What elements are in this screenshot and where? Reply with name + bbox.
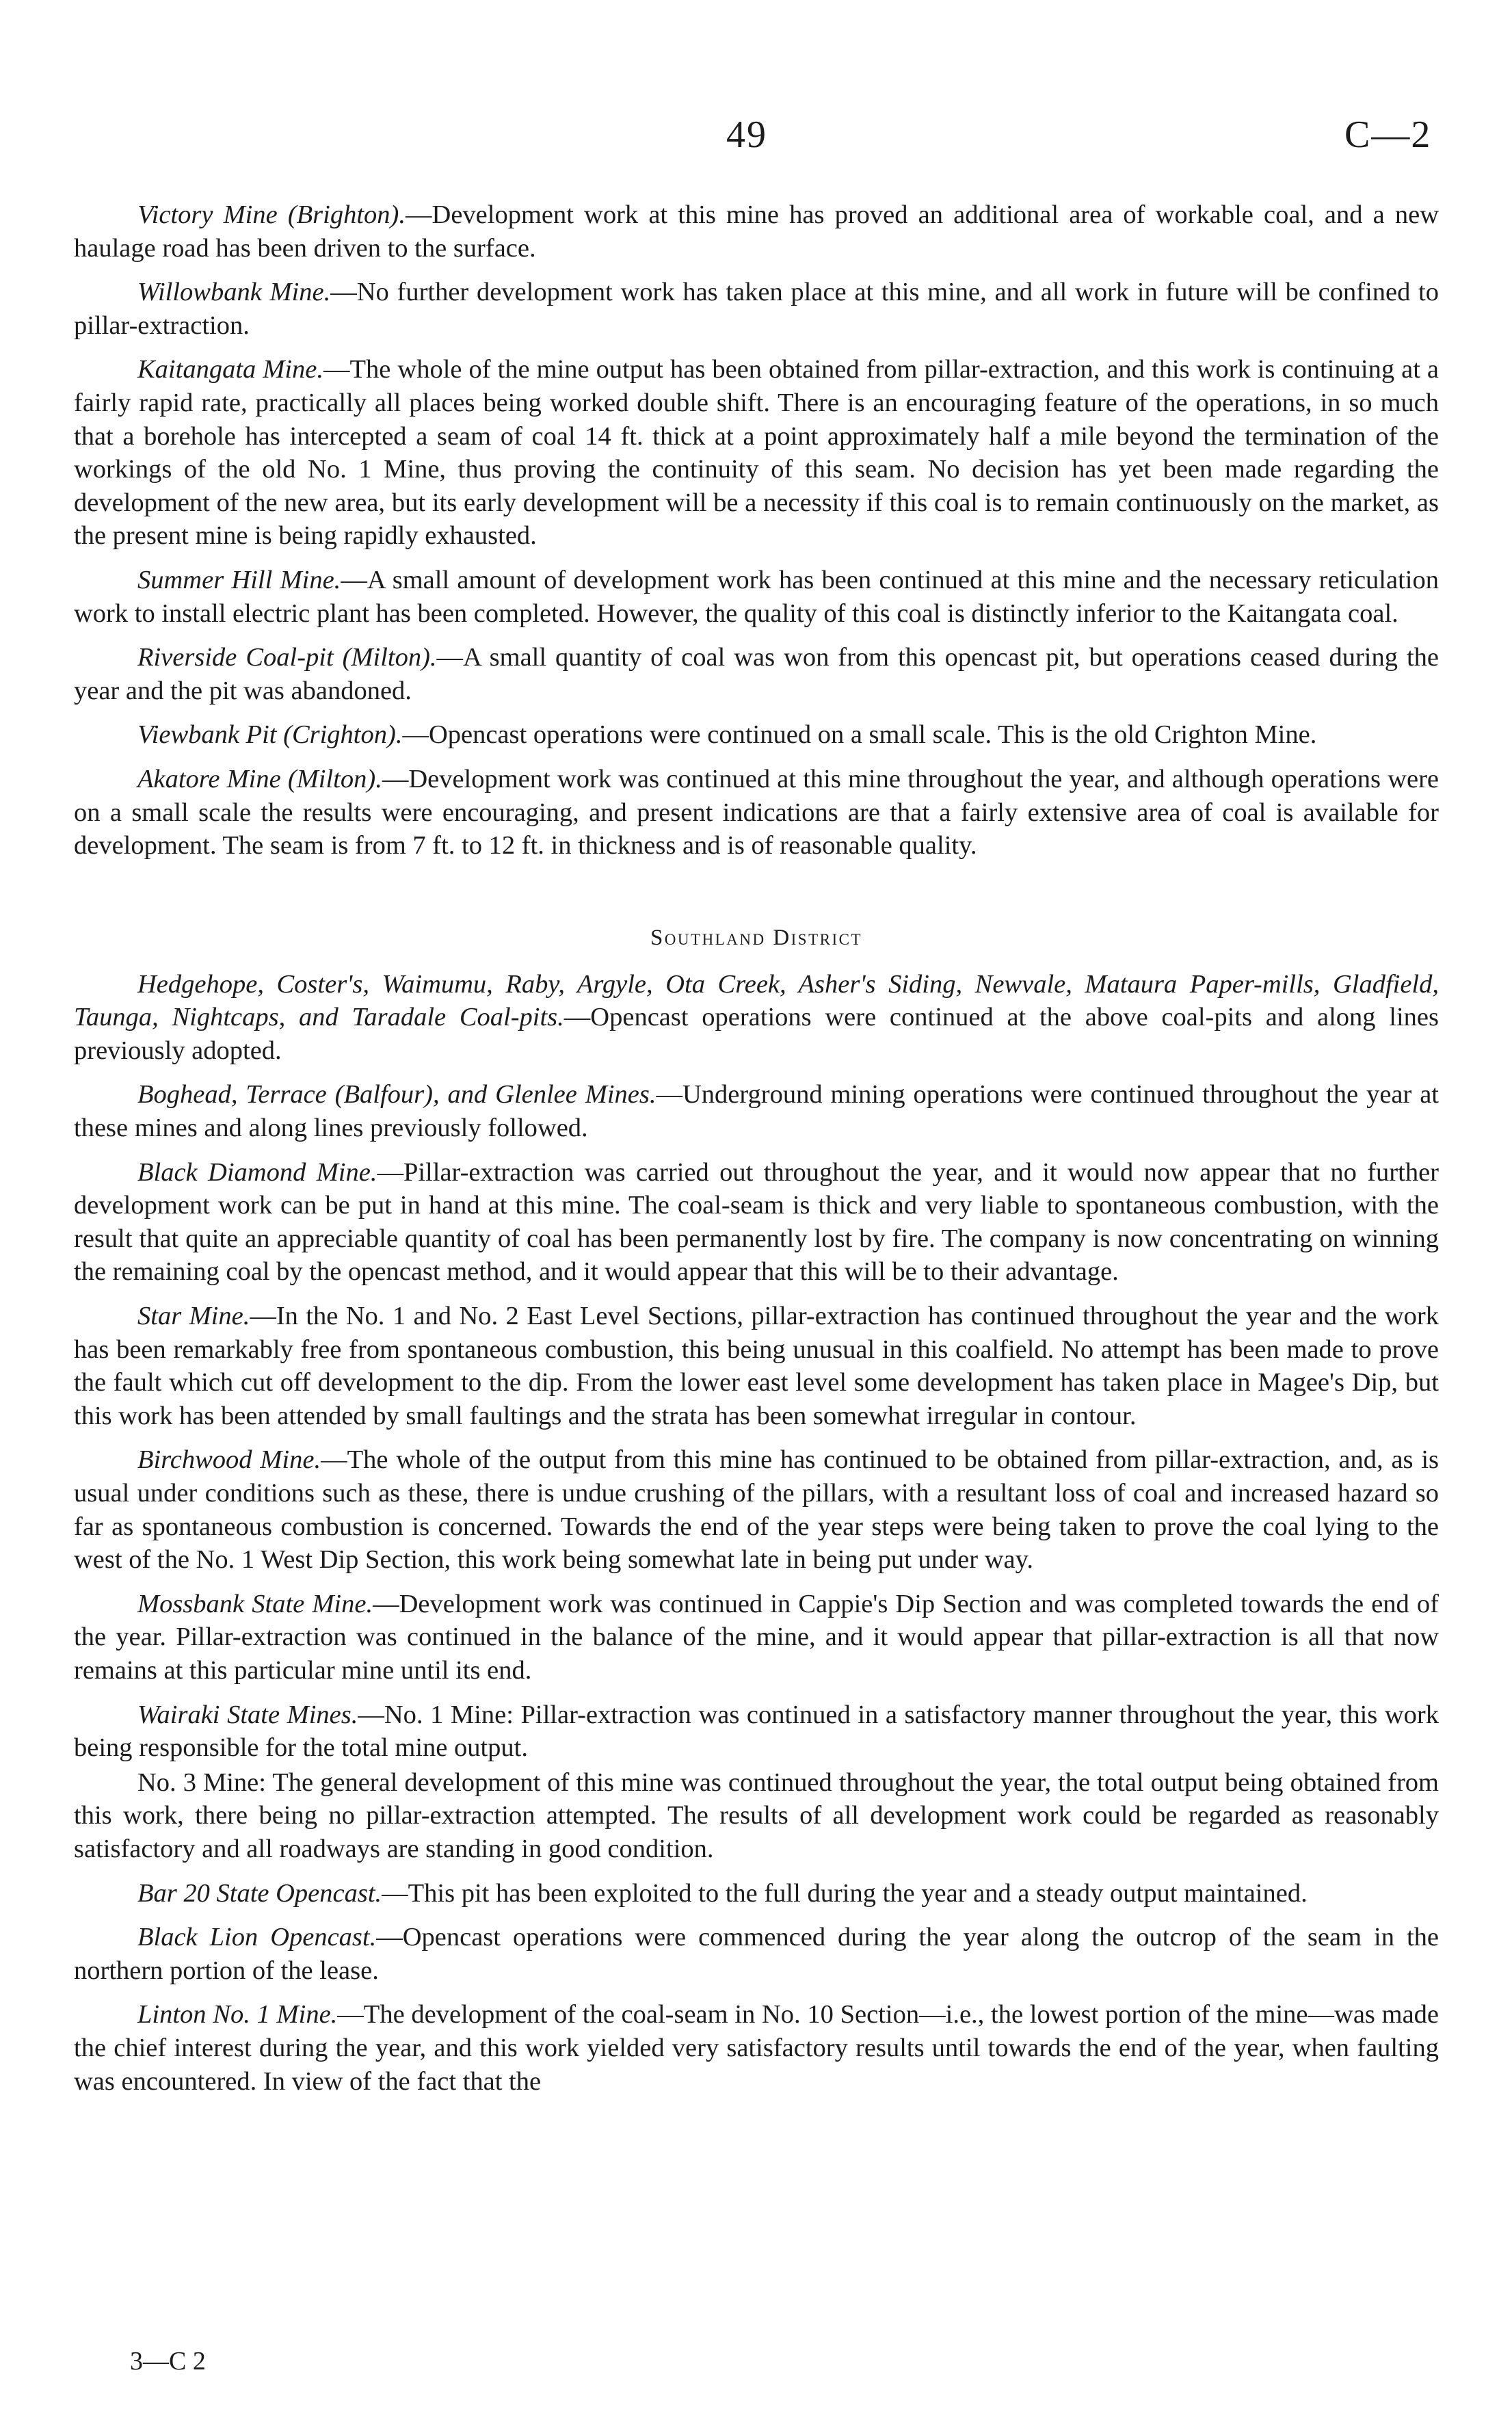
paragraph-star-mine: Star Mine.—In the No. 1 and No. 2 East Level Sections, pillar-extraction has continued throughout the year and the work has been remarkably free from spontaneous combustion, this being unusual in this coalfield. No attempt has been made to prove the fault which cut off development to the dip. From the lower east level some development has taken place in Magee's Dip, but this work has been attended by small faultings and the strata has been somewhat irregular in contour. <box>74 1302 1440 1430</box>
paragraph-riverside-coal-pit: Riverside Coal-pit (Milton).—A small quantity of coal was won from this opencast pit, but operations ceased during the year and the pit was abandoned. <box>74 643 1439 705</box>
paragraph-black-diamond-mine: Black Diamond Mine.—Pillar-extraction was carried out throughout the year, and it would now appear that no further development work can be put in hand at this mine. The coal-seam is thick and very liable to spontaneous combustion, with the result that quite an appreciable quantity of coal has been permanently lost by fire. The company is now concentrating on winning the remaining coal by the opencast method, and it would appear that this will be to their advantage. <box>74 1157 1439 1287</box>
paragraph-black-lion-opencast: Black Lion Opencast.—Opencast operations were commenced during the year along the outcrop of the seam in the northern portion of the lease. <box>74 1923 1439 1985</box>
paragraph-summer-hill-mine: Summer Hill Mine.—A small amount of development work has been continued at this mine and the necessary reticulation work to install electric plant has been completed. However, the quality of this coal is distinctly inferior to the Kaitangata coal. <box>74 565 1439 628</box>
paragraph-victory-mine: Victory Mine (Brighton).—Development work at this mine has proved an additional area of workable coal, and a new haulage road has been driven to the surface. <box>74 200 1439 263</box>
paragraph-southland-coal-pits: Hedgehope, Coster's, Waimumu, Raby, Argyle, Ota Creek, Asher's Siding, Newvale, Mataura Paper-mills, Gladfield, Taunga, Nightcaps, and Taradale Coal-pits.—Opencast operations were continued at the above coal-pits and along lines previously adopted. <box>74 969 1439 1065</box>
section-heading-southland-district: Southland District <box>650 925 863 950</box>
paragraph-kaitangata-mine: Kaitangata Mine.—The whole of the mine output has been obtained from pillar-extraction, and this work is continuing at a fairly rapid rate, practically all places being worked double shift. There is an encouraging feature of the operations, in so much that a borehole has intercepted a seam of coal 14 ft. thick at a point approximately half a mile beyond the termination of the workings of the old No. 1 Mine, thus proving the continuity of this seam. No decision has yet been made regarding the development of the new area, but its early development will be a necessity if this coal is to remain continuously on the market, as the present mine is being rapidly exhausted. <box>74 355 1439 551</box>
paragraph-boghead-terrace-glenlee: Boghead, Terrace (Balfour), and Glenlee Mines.—Underground mining operations were continued throughout the year at these mines and along lines previously followed. <box>74 1080 1440 1143</box>
paragraph-mossbank-state-mine: Mossbank State Mine.—Development work was continued in Cappie's Dip Section and was completed towards the end of the year. Pillar-extraction was continued in the balance of the mine, and it would appear that pillar-extraction is all that now remains at this particular mine until its end. <box>74 1589 1439 1685</box>
page-number: 49 <box>726 114 767 156</box>
paragraph-willowbank-mine: Willowbank Mine.—No further development work has taken place at this mine, and all work in future will be confined to pillar-extraction. <box>74 278 1439 340</box>
paragraph-wairaki-state-mines: Wairaki State Mines.—No. 1 Mine: Pillar-extraction was continued in a satisfactory manner throughout the year, this work being responsible for the total mine output. <box>74 1700 1439 1763</box>
footer-signature: 3—C 2 <box>130 2347 206 2376</box>
paragraph-wairaki-no3-mine: No. 3 Mine: The general development of this mine was continued throughout the year, the total output being obtained from this work, there being no pillar-extraction attempted. The results of all development work could be regarded as reasonably satisfactory and all roadways are standing in good condition. <box>74 1767 1439 1863</box>
paragraph-bar-20-state-opencast: Bar 20 State Opencast.—This pit has been exploited to the full during the year and a steady output maintained. <box>137 1878 1308 1908</box>
page-header <box>0 113 1512 168</box>
paragraph-akatore-mine: Akatore Mine (Milton).—Development work was continued at this mine throughout the year, and although operations were on a small scale the results were encouraging, and present indications are that a fairly extensive area of coal is available for development. The seam is from 7 ft. to 12 ft. in thickness and is of reasonable quality. <box>74 764 1439 860</box>
document-code: C—2 <box>1344 114 1432 156</box>
paragraph-viewbank-pit: Viewbank Pit (Crighton).—Opencast operations were continued on a small scale. This is the old Crighton Mine. <box>137 720 1317 750</box>
page-body <box>74 198 1439 2109</box>
paragraph-linton-no1-mine: Linton No. 1 Mine.—The development of the coal-seam in No. 10 Section—i.e., the lowest portion of the mine—was made the chief interest during the year, and this work yielded very satisfactory results until towards the end of the year, when faulting was encountered. In view of the fact that the <box>74 2000 1440 2096</box>
paragraph-birchwood-mine: Birchwood Mine.—The whole of the output from this mine has continued to be obtained from pillar-extraction, and, as is usual under conditions such as these, there is undue crushing of the pillars, with a resultant loss of coal and increased hazard so far as spontaneous combustion is concerned. Towards the end of the year steps were being taken to prove the coal lying to the west of the No. 1 West Dip Section, this work being somewhat late in being put under way. <box>74 1445 1440 1575</box>
